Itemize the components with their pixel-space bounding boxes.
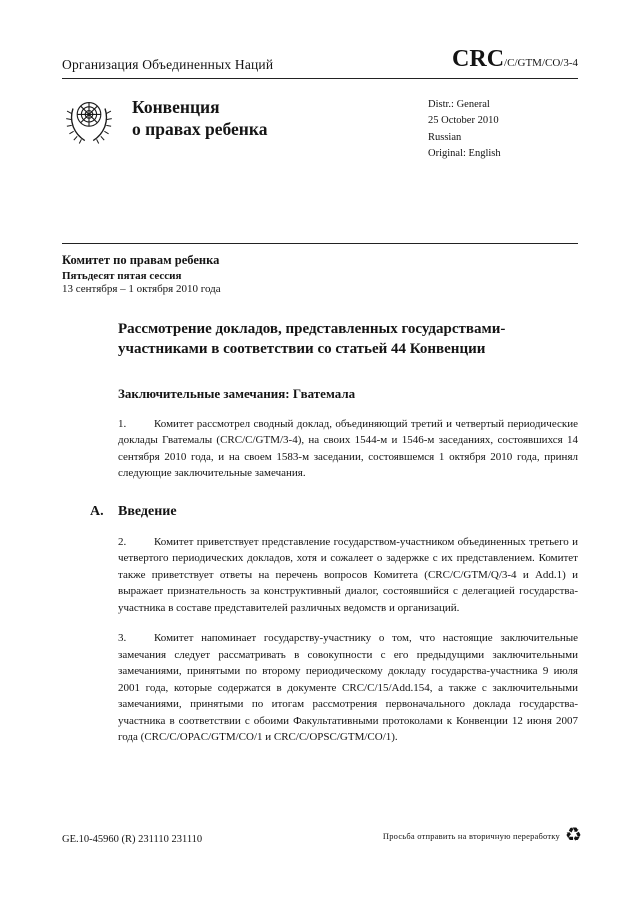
- convention-title-line1: Конвенция: [132, 97, 220, 117]
- paragraph-2-number: 2.: [118, 535, 127, 548]
- language-line: Russian: [428, 131, 462, 143]
- distr-line: Distr.: General: [428, 99, 490, 110]
- session-block: [62, 253, 578, 295]
- convention-title-line2: о правах ребенка: [132, 118, 268, 139]
- paragraph-3-number: 3.: [118, 632, 127, 645]
- masthead: [62, 93, 578, 162]
- committee-name: Комитет по правам ребенка: [62, 253, 220, 268]
- document-symbol-suffix: /C/GTM/CO/3-4: [504, 57, 578, 69]
- footer-reference: GE.10-45960 (R) 231110 231110: [62, 834, 203, 845]
- original-language-line: Original: English: [428, 147, 501, 159]
- recycle-icon: ♻: [564, 824, 582, 846]
- un-emblem-icon: [62, 95, 116, 149]
- document-subtitle: Заключительные замечания: Гватемала: [118, 385, 356, 401]
- masthead-divider: [62, 243, 578, 244]
- header-divider: [62, 78, 578, 79]
- document-symbol: [452, 46, 578, 73]
- recycle-text: Просьба отправить на вторичную переработку: [382, 830, 560, 841]
- convention-title: [132, 93, 267, 162]
- page-footer: [62, 826, 582, 845]
- section-a-heading: [90, 504, 578, 520]
- paragraph-3: [118, 630, 578, 746]
- paragraph-3-text: Комитет напоминает государству-участнику о том, что настоящие заключительные замечания следует рассматривать в совокупности с его предыдущими заключительными замечаниями, принятыми по второму периодическому докладу государства-участника 9 июля 2001 года, которые содержатся в документе CRC/C/15/Add.154, а также с заключительными замечаниями, принятыми по итогам рассмотрения первоначального доклада государства-участника в соответствии с обоими Факультативными протоколами к Конвенции 12 июня 2007 года (CRC/C/OPAC/GTM/CO/1 и CRC/C/OPSC/GTM/CO/1).: [118, 632, 578, 744]
- paragraph-1-text: Комитет рассмотрел сводный доклад, объединяющий третий и четвертый периодические доклады Гватемалы (CRC/C/GTM/3-4), на своих 1544-м и 1546-м заседаниях, состоявшихся 14 сентября 2010 года, и на своем 1583-м заседании, состоявшемся 1 октября 2010 года, принял следующие заключительные замечания.: [118, 417, 578, 480]
- paragraph-2-text: Комитет приветствует представление государством-участником объединенных третьего и четвертого периодических докладов, хотя и сожалеет о задержке с их представлением. Комитет также приветствует ответы на перечень вопросов Комитета (CRC/C/GTM/Q/3-4 и Add.1) и выражает признательность за конструктивный диалог, состоявшийся с делегацией государства-участника в составе представителей различных ведомств и организаций.: [118, 535, 578, 614]
- section-a-title: Введение: [118, 503, 177, 519]
- paragraph-1-number: 1.: [118, 417, 127, 430]
- footer-recycle: [383, 826, 582, 845]
- session-name: Пятьдесят пятая сессия: [62, 270, 182, 283]
- document-title: Рассмотрение докладов, представленных государствами-участниками в соответствии со статьей 44 Конвенции: [118, 321, 506, 358]
- page-header: [62, 46, 578, 73]
- document-symbol-prefix: CRC: [452, 46, 505, 72]
- session-dates: 13 сентября – 1 октября 2010 года: [62, 283, 221, 296]
- organization-name: Организация Объединенных Наций: [62, 57, 274, 72]
- paragraph-1: [118, 416, 578, 482]
- date-line: 25 October 2010: [428, 115, 499, 127]
- distribution-info: [428, 93, 578, 162]
- paragraph-2: [118, 534, 578, 617]
- section-a-letter: A.: [90, 503, 104, 519]
